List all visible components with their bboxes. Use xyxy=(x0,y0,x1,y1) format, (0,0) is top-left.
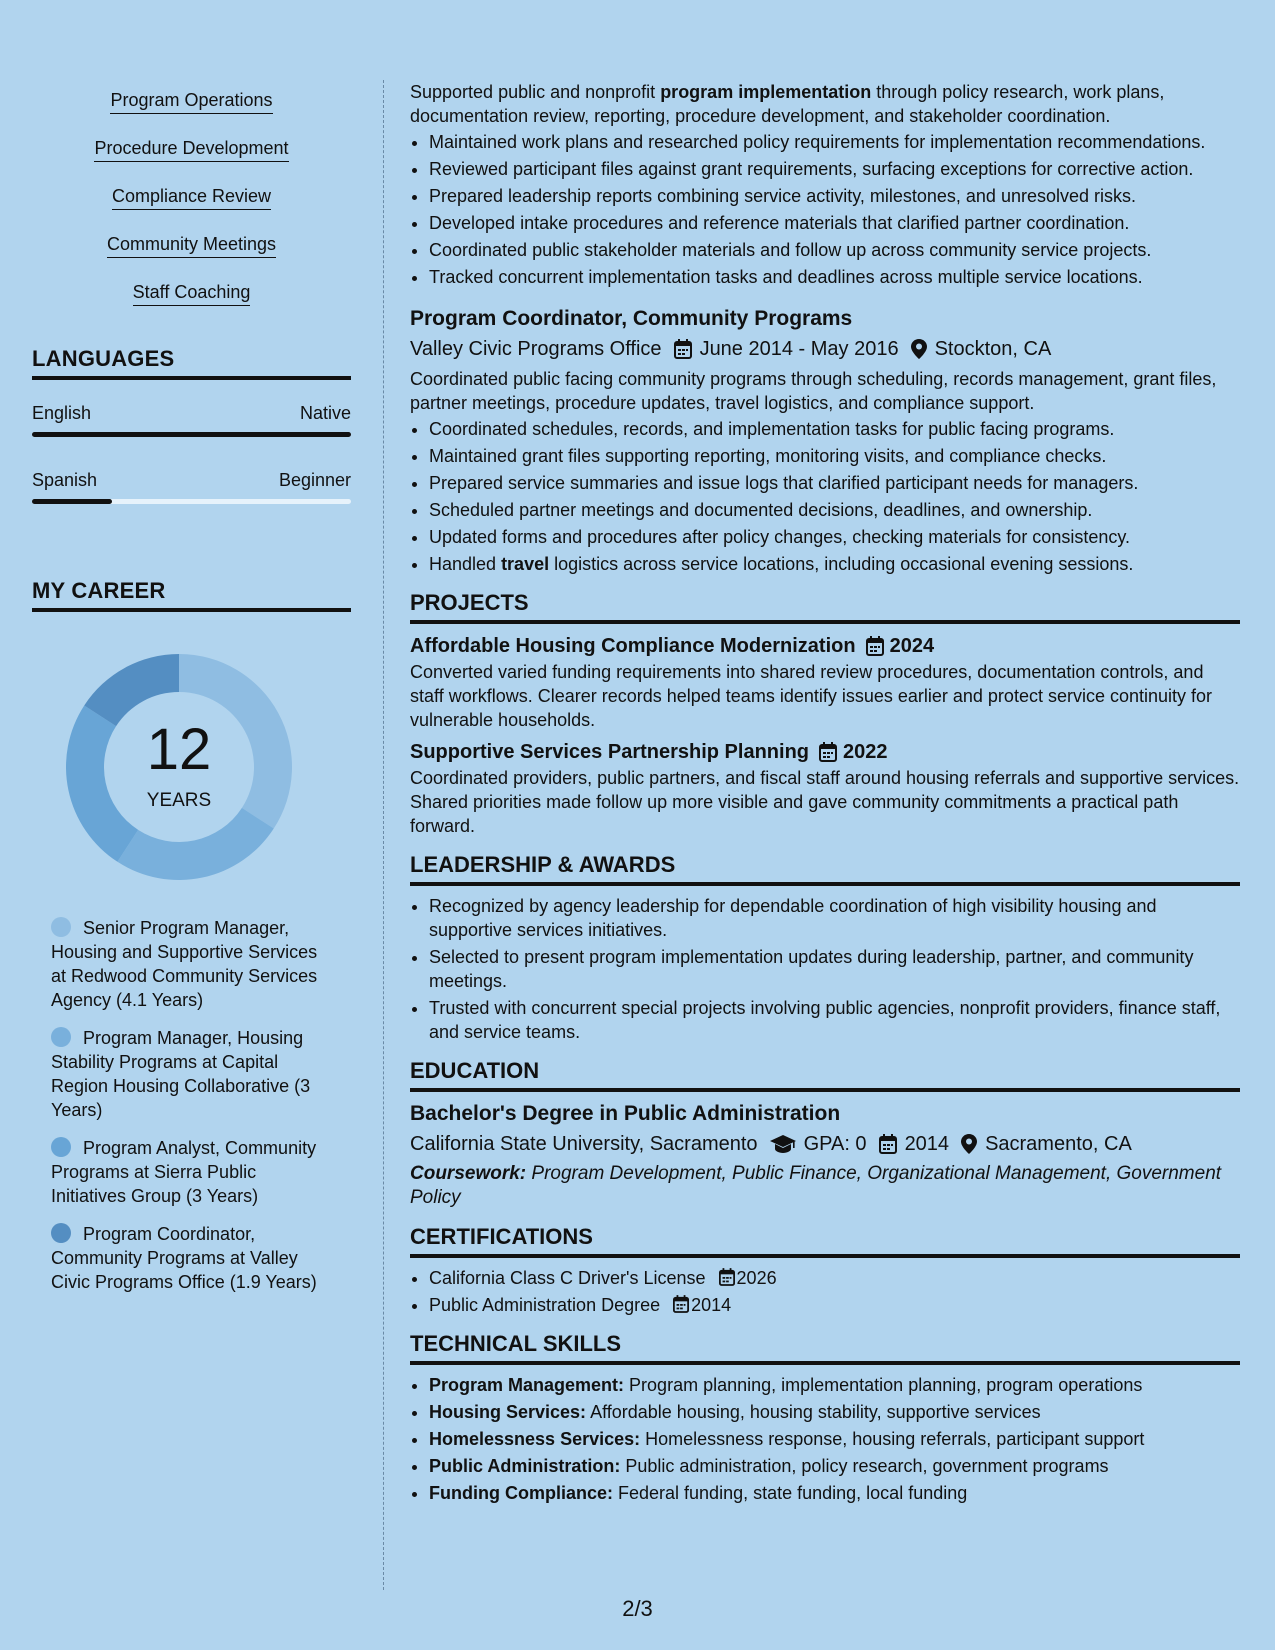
bullet-item: • Developed intake procedures and reference materials that clarified partner coordination. xyxy=(429,211,1240,235)
career-legend xyxy=(51,916,331,1294)
bullet-item: • Updated forms and procedures after policy changes, checking materials for consistency. xyxy=(429,525,1240,549)
bullet-item: • Recognized by agency leadership for dependable coordination of high visibility housing and supportive services initiatives. xyxy=(429,894,1240,942)
job-bullets xyxy=(410,417,1240,576)
language-level: Native xyxy=(299,403,351,423)
education-heading: EDUCATION xyxy=(410,1058,1240,1092)
career-donut-chart xyxy=(64,652,294,882)
technical-skills-heading: TECHNICAL SKILLS xyxy=(410,1331,1240,1365)
project-year: 2024 xyxy=(889,635,935,657)
project-description: Coordinated providers, public partners, and fiscal staff around housing referrals and supportive services. Shared priorities made follow up more visible and gave community commitments a practical path forward. xyxy=(410,768,1240,836)
job-dates: June 2014 - May 2016 xyxy=(699,338,899,360)
legend-dot-icon xyxy=(51,1027,71,1047)
skill-item: • Housing Services: Affordable housing, housing stability, supportive services xyxy=(429,1400,1240,1424)
job-org: Valley Civic Programs Office xyxy=(410,338,662,360)
language-name: Spanish xyxy=(32,470,98,490)
bullet-item: • Maintained grant files supporting reporting, monitoring visits, and compliance checks. xyxy=(429,444,1240,468)
career-legend-text: Program Analyst, Community Programs at Sierra Public Initiatives Group (3 Years) xyxy=(51,1138,317,1206)
skill-tag: Community Meetings xyxy=(107,233,276,258)
calendar-icon xyxy=(819,742,837,762)
career-legend-item xyxy=(51,1222,331,1294)
leadership-bullets xyxy=(410,894,1240,1044)
certification-year: 2014 xyxy=(691,1295,732,1315)
gpa: GPA: 0 xyxy=(803,1133,867,1155)
experience-bullets xyxy=(410,130,1240,289)
school-name: California State University, Sacramento xyxy=(410,1133,758,1155)
bullet-item: • Maintained work plans and researched policy requirements for implementation recommendations. xyxy=(429,130,1240,154)
calendar-icon xyxy=(879,1134,897,1154)
certification-year: 2026 xyxy=(736,1268,777,1288)
career-legend-item xyxy=(51,1136,331,1208)
job-summary: Coordinated public facing community programs through scheduling, records management, grant files, partner meetings, procedure updates, travel logistics, and compliance support. xyxy=(410,369,1217,413)
calendar-icon xyxy=(674,339,692,359)
language-level: Beginner xyxy=(278,470,351,490)
legend-dot-icon xyxy=(51,1223,71,1243)
skill-item: • Funding Compliance: Federal funding, state funding, local funding xyxy=(429,1481,1240,1505)
project-description: Converted varied funding requirements into shared review procedures, documentation controls, and staff workflows. Clearer records helped teams identify issues earlier and protect service continuity for vulnerable households. xyxy=(410,662,1213,730)
skill-tag: Staff Coaching xyxy=(133,281,251,306)
school-location: Sacramento, CA xyxy=(985,1133,1132,1155)
skill-item: • Homelessness Services: Homelessness response, housing referrals, participant support xyxy=(429,1427,1240,1451)
calendar-icon xyxy=(866,636,884,656)
career-legend-text: Senior Program Manager, Housing and Supportive Services at Redwood Community Services Agency (4.1 Years) xyxy=(51,918,318,1010)
language-proficiency-bar xyxy=(32,432,351,437)
location-pin-icon xyxy=(961,1134,977,1154)
experience-intro: Supported public and nonprofit program implementation through policy research, work plans, documentation review, reporting, procedure development, and stakeholder coordination. xyxy=(410,82,1165,126)
languages-heading: LANGUAGES xyxy=(32,346,351,380)
location-pin-icon xyxy=(911,339,927,359)
project-year: 2022 xyxy=(843,741,888,763)
bullet-item: • Prepared service summaries and issue logs that clarified participant needs for managers. xyxy=(429,471,1240,495)
bullet-item: • Scheduled partner meetings and documented decisions, deadlines, and ownership. xyxy=(429,498,1240,522)
certifications-heading: CERTIFICATIONS xyxy=(410,1224,1240,1258)
sidebar xyxy=(32,82,351,1308)
job-location: Stockton, CA xyxy=(934,338,1052,360)
skill-tag: Compliance Review xyxy=(112,185,271,210)
job-meta xyxy=(410,335,1240,363)
language-proficiency-fill xyxy=(32,499,112,504)
legend-dot-icon xyxy=(51,1137,71,1157)
skill-tag: Procedure Development xyxy=(94,137,288,162)
career-legend-text: Program Manager, Housing Stability Programs at Capital Region Housing Collaborative (3 Years) xyxy=(51,1028,311,1120)
project-title: Supportive Services Partnership Planning 2022 xyxy=(410,738,1240,766)
language-item xyxy=(32,402,351,437)
project-title: Affordable Housing Compliance Modernization 2024 xyxy=(410,632,1240,660)
skill-tags xyxy=(32,82,351,322)
language-proficiency-fill xyxy=(32,432,351,437)
bullet-item: • Selected to present program implementation updates during leadership, partner, and community meetings. xyxy=(429,945,1240,993)
calendar-icon xyxy=(719,1268,735,1286)
bullet-item: • Reviewed participant files against grant requirements, surfacing exceptions for corrective action. xyxy=(429,157,1240,181)
calendar-icon xyxy=(673,1295,689,1313)
bullet-item: • Coordinated schedules, records, and implementation tasks for public facing programs. xyxy=(429,417,1240,441)
bullet-item: • Tracked concurrent implementation tasks and deadlines across multiple service locations. xyxy=(429,265,1240,289)
bullet-item: • Coordinated public stakeholder materials and follow up across community service projects. xyxy=(429,238,1240,262)
certification-item: • Public Administration Degree 2014 xyxy=(429,1293,1240,1317)
language-name: English xyxy=(32,403,92,423)
language-proficiency-bar xyxy=(32,499,351,504)
page-number: 2/3 xyxy=(622,1596,653,1621)
career-total-number: 12 xyxy=(146,717,212,782)
career-total-unit: YEARS xyxy=(146,790,212,811)
certifications-list xyxy=(410,1266,1240,1317)
leadership-heading: LEADERSHIP & AWARDS xyxy=(410,852,1240,886)
column-divider xyxy=(383,80,384,1590)
donut-segment xyxy=(117,808,273,880)
bullet-item: • Handled travel logistics across service locations, including occasional evening sessions. xyxy=(429,552,1240,576)
bullet-item: • Prepared leadership reports combining service activity, milestones, and unresolved risks. xyxy=(429,184,1240,208)
main-content xyxy=(410,80,1240,1508)
certification-item: • California Class C Driver's License 2026 xyxy=(429,1266,1240,1290)
legend-dot-icon xyxy=(51,917,71,937)
education-meta xyxy=(410,1130,1240,1158)
projects-heading: PROJECTS xyxy=(410,590,1240,624)
skill-tag: Program Operations xyxy=(110,89,272,114)
career-legend-item xyxy=(51,1026,331,1122)
graduation-year: 2014 xyxy=(904,1133,950,1155)
graduation-cap-icon xyxy=(770,1135,796,1153)
technical-skills-list xyxy=(410,1373,1240,1505)
skill-item: • Public Administration: Public administration, policy research, government programs xyxy=(429,1454,1240,1478)
career-heading: MY CAREER xyxy=(32,578,351,612)
coursework: Coursework: Program Development, Public Finance, Organizational Management, Government Policy xyxy=(410,1163,1222,1208)
language-item xyxy=(32,469,351,504)
career-legend-text: Program Coordinator, Community Programs at Valley Civic Programs Office (1.9 Years) xyxy=(51,1224,317,1292)
skill-item: • Program Management: Program planning, implementation planning, program operations xyxy=(429,1373,1240,1397)
degree-title: Bachelor's Degree in Public Administration xyxy=(410,1102,841,1125)
bullet-item: • Trusted with concurrent special projects involving public agencies, nonprofit providers, finance staff, and service teams. xyxy=(429,996,1240,1044)
career-legend-item xyxy=(51,916,331,1012)
job-title: Program Coordinator, Community Programs xyxy=(410,307,853,330)
